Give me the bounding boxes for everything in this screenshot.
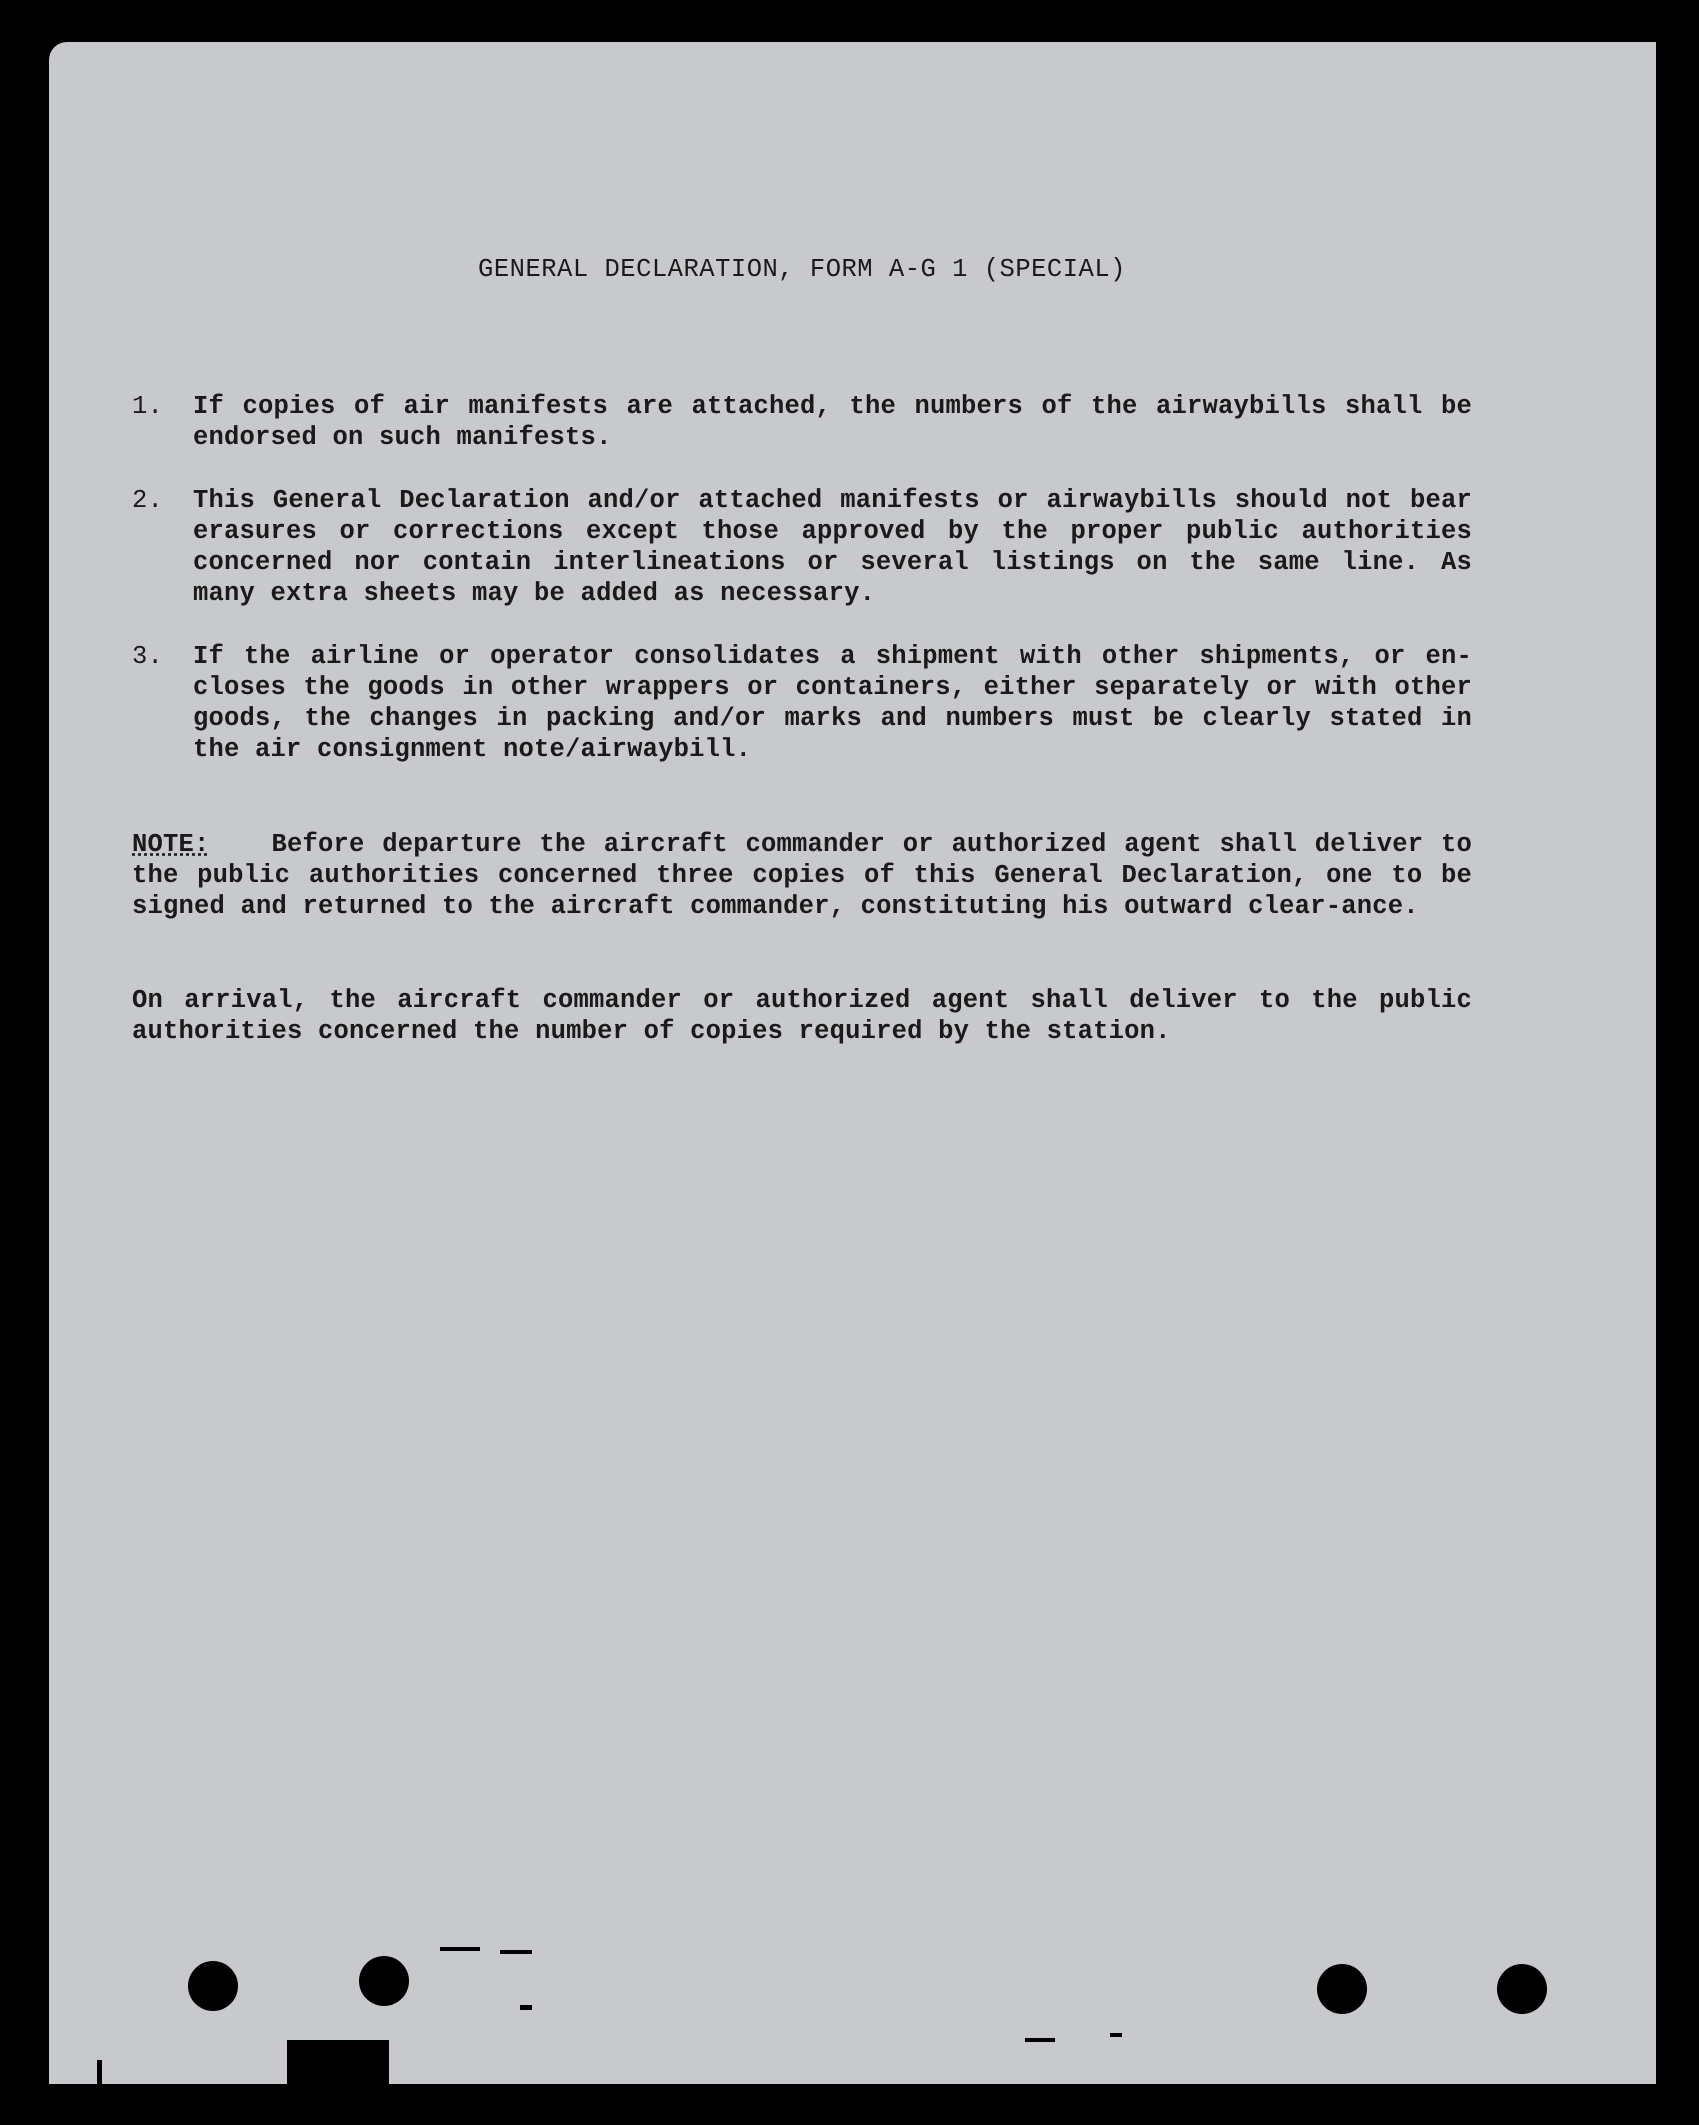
list-item-number: 1.: [132, 392, 164, 421]
scan-mark: [500, 1950, 532, 1954]
note-text: Before departure the aircraft commander or authorized agent shall deliver to the public authorities concerned three copies of this General Declaration, one to be signed and returned to the aircraft commander, constituting his outward clear-ance.: [132, 830, 1472, 921]
punch-hole: [359, 1956, 409, 2006]
scan-mark: [520, 2005, 532, 2010]
arrival-paragraph: On arrival, the aircraft commander or authorized agent shall deliver to the public authorities concerned the number of copies required by the station.: [132, 986, 1472, 1046]
note-label: NOTE:: [132, 830, 210, 859]
punch-hole: [1317, 1964, 1367, 2014]
list-item-number: 2.: [132, 486, 164, 515]
scan-mark: [1025, 2038, 1055, 2042]
note-paragraph: [132, 829, 1472, 922]
document-page: [49, 42, 1656, 2084]
page-edge-tab: [287, 2040, 389, 2088]
list-item-number: 3.: [132, 642, 164, 671]
scan-mark: [440, 1947, 480, 1951]
punch-hole: [1497, 1964, 1547, 2014]
list-item-text: If the airline or operator consolidates a shipment with other shipments, or en-closes the goods in other wrappers or containers, either separately or with other goods, the changes in packing and/or marks and numbers must be clearly stated in the air consignment note/airwaybill.: [193, 642, 1472, 764]
scan-mark: [1110, 2033, 1122, 2037]
scan-mark: [97, 2060, 102, 2086]
document-title: GENERAL DECLARATION, FORM A-G 1 (SPECIAL): [478, 255, 1126, 284]
list-item-text: If copies of air manifests are attached, the numbers of the airwaybills shall be endorsed on such manifests.: [193, 392, 1472, 452]
list-item-text: This General Declaration and/or attached manifests or airwaybills should not bear erasures or corrections except those approved by the proper public authorities concerned nor contain interlineations or several listings on the same line. As many extra sheets may be added as necessary.: [193, 486, 1472, 608]
punch-hole: [188, 1961, 238, 2011]
